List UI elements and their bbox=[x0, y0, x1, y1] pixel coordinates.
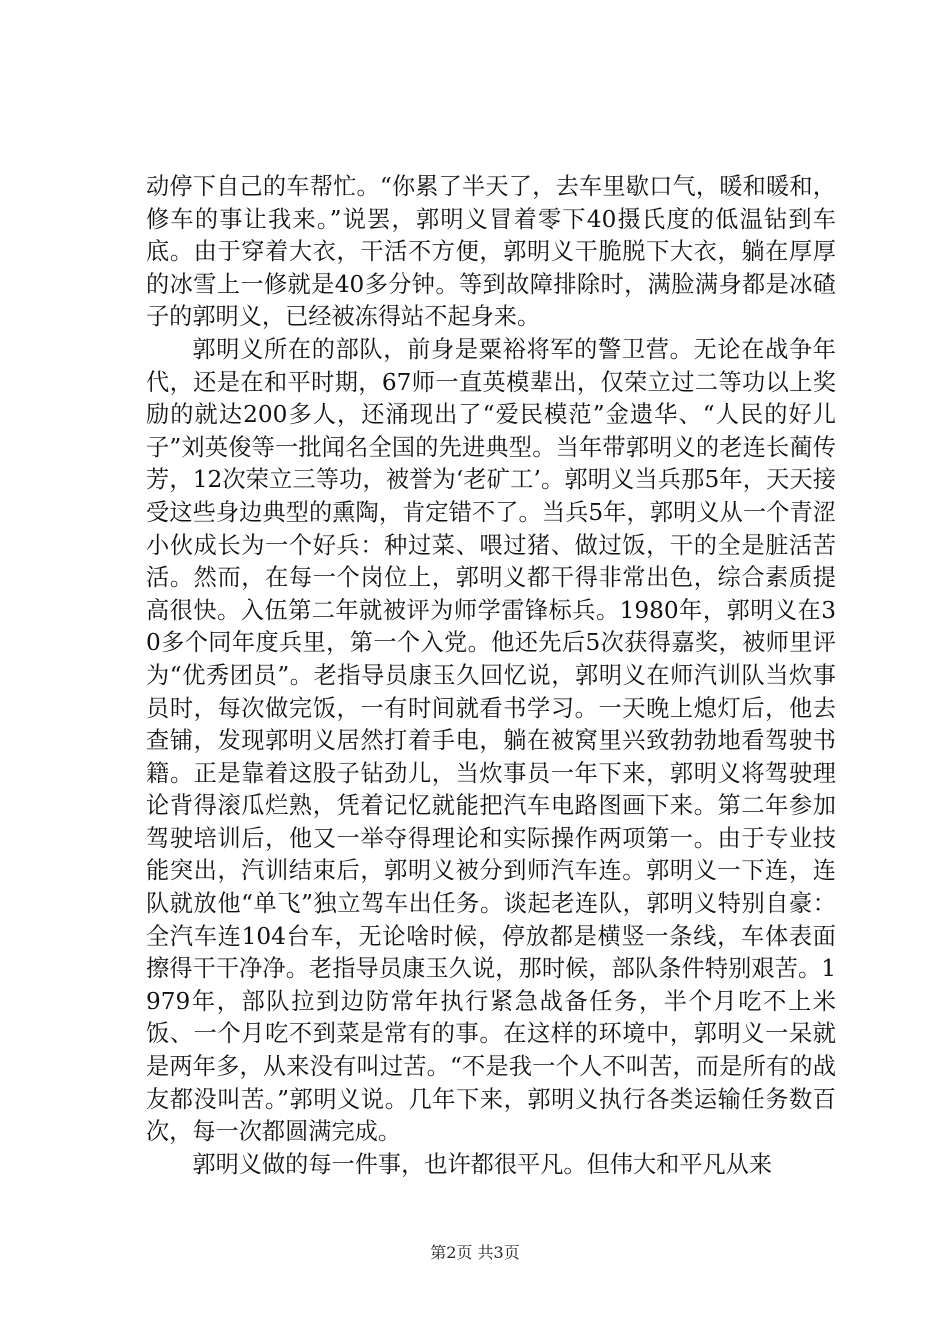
page-number-footer: 第2页 共3页 bbox=[430, 1243, 520, 1262]
document-body bbox=[146, 171, 836, 1181]
paragraph-1: 动停下自己的车帮忙。“你累了半天了，去车里歇口气，暖和暖和，修车的事让我来。”说罢，郭明义冒着零下40摄氏度的低温钻到车底。由于穿着大衣，干活不方便，郭明义干脆脱下大衣，躺在厚厚的冰雪上一修就是40多分钟。等到故障排除时，满脸满身都是冰碴子的郭明义，已经被冻得站不起身来。 bbox=[146, 173, 836, 331]
paragraph-2: 郭明义所在的部队，前身是粟裕将军的警卫营。无论在战争年代，还是在和平时期，67师一直英模辈出，仅荣立过二等功以上奖励的就达200多人，还涌现出了“爱民模范”金遗华、“人民的好儿子”刘英俊等一批闻名全国的先进典型。当年带郭明义的老连长蔺传芳，12次荣立三等功，被誉为‘老矿工’。郭明义当兵那5年，天天接受这些身边典型的熏陶，肯定错不了。当兵5年，郭明义从一个青涩小伙成长为一个好兵：种过菜、喂过猪、做过饭，干的全是脏活苦活。然而，在每一个岗位上，郭明义都干得非常出色，综合素质提高很快。入伍第二年就被评为师学雷锋标兵。1980年，郭明义在30多个同年度兵里，第一个入党。他还先后5次获得嘉奖，被师里评为“优秀团员”。老指导员康玉久回忆说，郭明义在师汽训队当炊事员时，每次做完饭，一有时间就看书学习。一天晚上熄灯后，他去查铺，发现郭明义居然打着手电，躺在被窝里兴致勃勃地看驾驶书籍。正是靠着这股子钻劲儿，当炊事员一年下来，郭明义将驾驶理论背得滚瓜烂熟，凭着记忆就能把汽车电路图画下来。第二年参加驾驶培训后，他又一举夺得理论和实际操作两项第一。由于专业技能突出，汽训结束后，郭明义被分到师汽车连。郭明义一下连，连队就放他“单飞”独立驾车出任务。谈起老连队，郭明义特别自豪：全汽车连104台车，无论啥时候，停放都是横竖一条线，车体表面擦得干干净净。老指导员康玉久说，那时候，部队条件特别艰苦。1979年，部队拉到边防常年执行紧急战备任务，半个月吃不上米饭、一个月吃不到菜是常有的事。在这样的环境中，郭明义一呆就是两年多，从来没有叫过苦。“不是我一个人不叫苦，而是所有的战友都没叫苦。”郭明义说。几年下来，郭明义执行各类运输任务数百次，每一次都圆满完成。 bbox=[146, 335, 836, 1146]
paragraph-3: 郭明义做的每一件事，也许都很平凡。但伟大和平凡从来 bbox=[192, 1150, 773, 1178]
